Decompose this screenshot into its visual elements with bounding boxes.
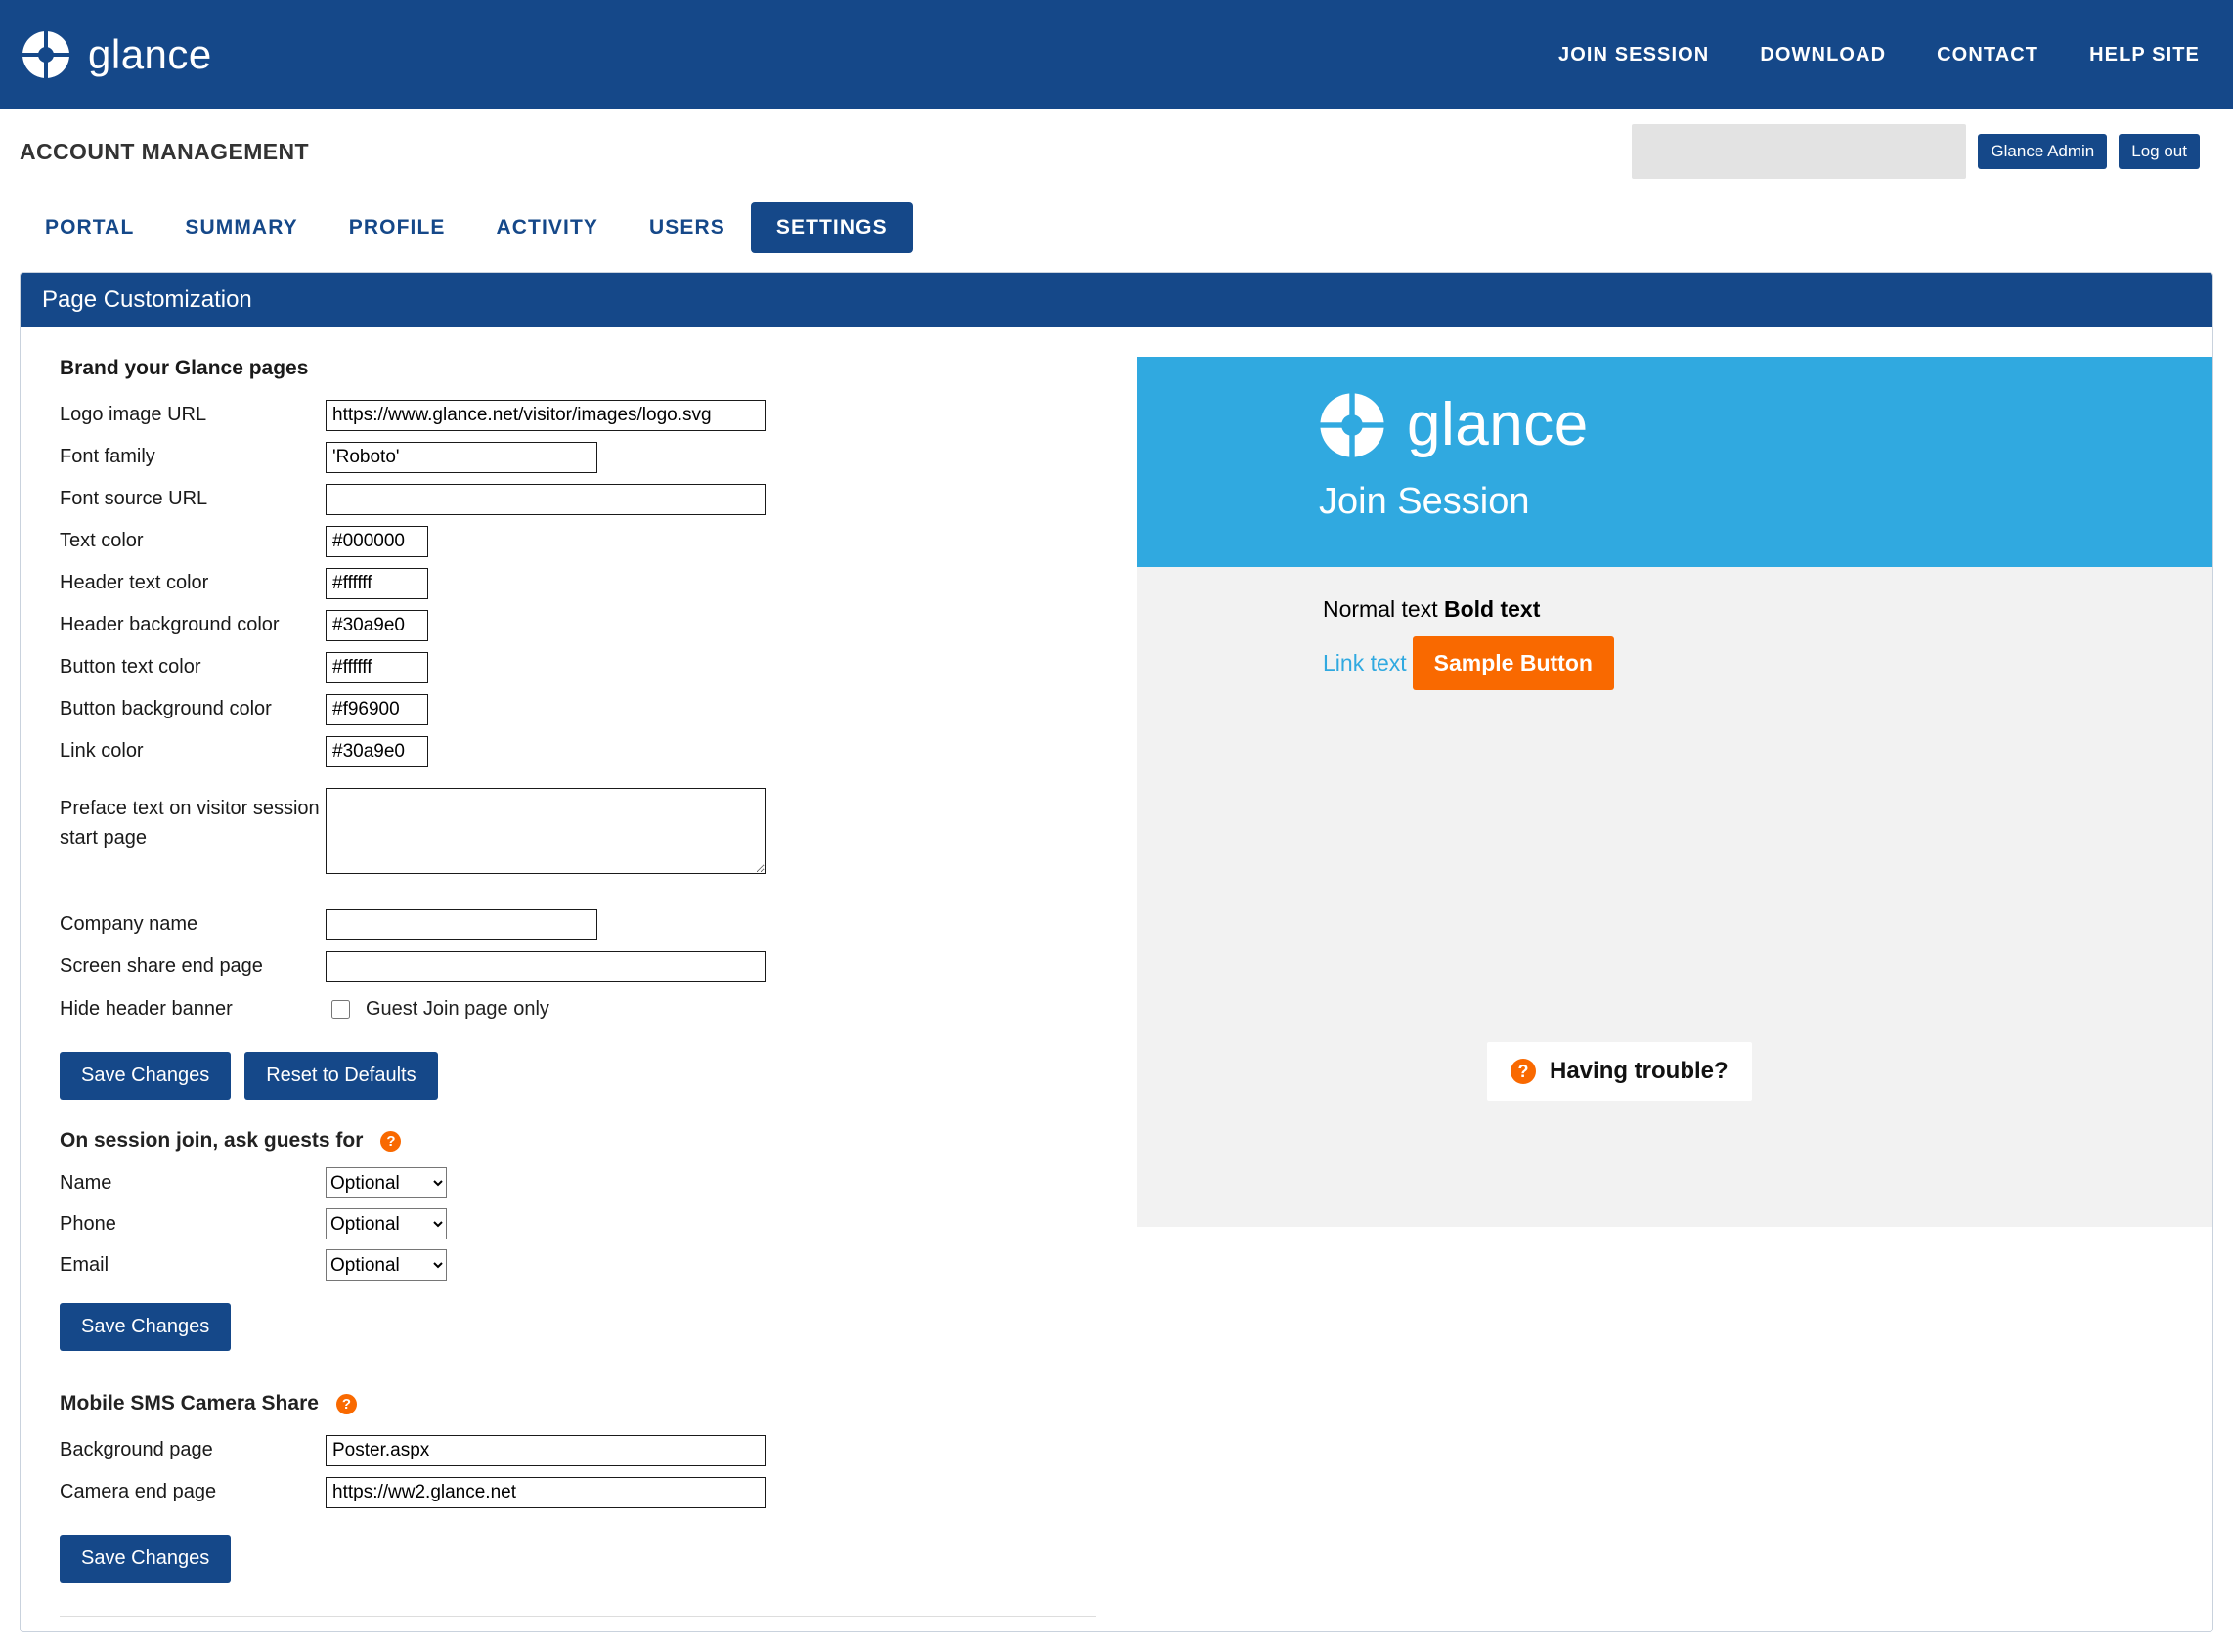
- glance-logo-icon: [22, 30, 70, 79]
- header-background-color-input[interactable]: [326, 610, 428, 641]
- brand-name: glance: [88, 31, 212, 77]
- nav-download[interactable]: DOWNLOAD: [1760, 43, 1887, 65]
- label-button-text-color: Button text color: [60, 656, 201, 677]
- label-link-color: Link color: [60, 740, 144, 761]
- hide-header-banner-checkbox[interactable]: [331, 1000, 350, 1019]
- nav-contact[interactable]: CONTACT: [1937, 43, 2039, 65]
- tab-settings[interactable]: SETTINGS: [751, 202, 913, 253]
- section-tabs: [0, 194, 2233, 262]
- label-camera-end-page: Camera end page: [60, 1481, 217, 1502]
- field-row-guest-email: [60, 1248, 1096, 1282]
- background-page-input[interactable]: [326, 1435, 766, 1466]
- label-guest-email: Email: [60, 1253, 109, 1276]
- field-row-camera-end-page: [60, 1471, 1096, 1513]
- account-actions: [1632, 124, 2200, 179]
- button-text-color-input[interactable]: [326, 652, 428, 683]
- guests-section-buttons: [60, 1303, 1096, 1351]
- field-row-font-source: [60, 478, 1096, 520]
- brand-section-heading: Brand your Glance pages: [60, 357, 309, 379]
- preview-body: [1137, 567, 2213, 1101]
- label-background-page: Background page: [60, 1439, 213, 1460]
- label-font-family: Font family: [60, 446, 155, 467]
- label-company-name: Company name: [60, 913, 198, 935]
- logo-image-url-input[interactable]: [326, 400, 766, 431]
- field-row-link-color: [60, 730, 1096, 772]
- label-screen-share-end-page: Screen share end page: [60, 955, 263, 977]
- brand-logo-group[interactable]: [22, 30, 212, 79]
- label-guest-phone: Phone: [60, 1212, 116, 1235]
- guests-save-changes-button[interactable]: Save Changes: [60, 1303, 231, 1351]
- field-row-button-bg-color: [60, 688, 1096, 730]
- field-row-company-name: [60, 903, 1096, 945]
- preview-join-session-title: Join Session: [1319, 481, 1530, 522]
- screen-share-end-page-input[interactable]: [326, 951, 766, 982]
- header-text-color-input[interactable]: [326, 568, 428, 599]
- label-text-color: Text color: [60, 530, 144, 551]
- label-hide-header-banner: Hide header banner: [60, 997, 233, 1020]
- label-font-source-url: Font source URL: [60, 488, 208, 509]
- field-row-logo-url: [60, 394, 1096, 436]
- guests-section-heading-row: [60, 1129, 1096, 1152]
- help-icon-guests[interactable]: ?: [380, 1131, 401, 1152]
- label-guest-name: Name: [60, 1171, 112, 1194]
- field-row-font-family: [60, 436, 1096, 478]
- nav-join-session[interactable]: JOIN SESSION: [1557, 43, 1710, 65]
- field-row-header-bg-color: [60, 604, 1096, 646]
- sms-section-buttons: [60, 1535, 1096, 1583]
- field-row-header-text-color: [60, 562, 1096, 604]
- preview-link-text[interactable]: Link text: [1323, 650, 1407, 675]
- preview-having-trouble-label: Having trouble?: [1550, 1058, 1729, 1084]
- preview-link-button-row: [1323, 636, 2213, 690]
- camera-end-page-input[interactable]: [326, 1477, 766, 1508]
- nav-help-site[interactable]: HELP SITE: [2089, 43, 2200, 65]
- company-name-input[interactable]: [326, 909, 597, 940]
- form-bottom-divider: [60, 1616, 1096, 1617]
- preface-text-textarea[interactable]: [326, 788, 766, 874]
- preview-column: [1096, 357, 2213, 1617]
- preview-brand-name: glance: [1407, 391, 1589, 458]
- field-row-guest-phone: [60, 1207, 1096, 1240]
- label-header-background-color: Header background color: [60, 614, 280, 635]
- preview-having-trouble-box[interactable]: [1487, 1042, 1752, 1101]
- help-icon-trouble: ?: [1511, 1059, 1536, 1084]
- button-background-color-input[interactable]: [326, 694, 428, 725]
- guest-phone-select[interactable]: [326, 1208, 447, 1239]
- preview-normal-text: Normal text: [1323, 596, 1438, 622]
- field-row-background-page: [60, 1429, 1096, 1471]
- brand-section-buttons: [60, 1052, 1096, 1100]
- top-navigation-bar: [0, 0, 2233, 109]
- preview-bold-text: Bold text: [1443, 596, 1541, 622]
- label-logo-url: Logo image URL: [60, 404, 207, 425]
- label-button-background-color: Button background color: [60, 698, 272, 719]
- account-header-row: [0, 109, 2233, 194]
- preview-header-banner: [1137, 357, 2213, 567]
- text-color-input[interactable]: [326, 526, 428, 557]
- join-page-preview: [1137, 357, 2213, 1227]
- preview-text-sample-row: [1323, 596, 2213, 623]
- account-name-redacted: [1632, 124, 1966, 179]
- panel-title: Page Customization: [21, 273, 2212, 327]
- tab-summary[interactable]: SUMMARY: [185, 216, 298, 239]
- field-row-hide-header-banner: [60, 987, 1096, 1030]
- label-header-text-color: Header text color: [60, 572, 209, 593]
- field-row-screen-share-end-page: [60, 945, 1096, 987]
- link-color-input[interactable]: [326, 736, 428, 767]
- page-title: ACCOUNT MANAGEMENT: [20, 138, 309, 164]
- glance-admin-button[interactable]: Glance Admin: [1978, 134, 2107, 169]
- guest-join-page-only-label: Guest Join page only: [366, 997, 549, 1020]
- preview-glance-logo-icon: [1319, 392, 1385, 458]
- field-row-text-color: [60, 520, 1096, 562]
- label-preface-text: Preface text on visitor session start page: [60, 798, 320, 848]
- guest-name-select[interactable]: [326, 1167, 447, 1198]
- font-family-input[interactable]: [326, 442, 597, 473]
- help-icon-sms[interactable]: ?: [336, 1394, 357, 1414]
- brand-save-changes-button[interactable]: Save Changes: [60, 1052, 231, 1100]
- tab-portal[interactable]: PORTAL: [45, 216, 135, 239]
- field-row-preface-text: [60, 788, 1096, 874]
- guests-section-heading: On session join, ask guests for: [60, 1129, 364, 1152]
- field-row-button-text-color: [60, 646, 1096, 688]
- tab-activity[interactable]: ACTIVITY: [496, 216, 598, 239]
- field-row-guest-name: [60, 1166, 1096, 1199]
- page-customization-panel: [20, 272, 2213, 1632]
- guest-email-select[interactable]: [326, 1249, 447, 1281]
- tab-users[interactable]: USERS: [649, 216, 725, 239]
- tab-profile[interactable]: PROFILE: [348, 216, 446, 239]
- sms-section-heading: Mobile SMS Camera Share: [60, 1392, 319, 1414]
- reset-to-defaults-button[interactable]: Reset to Defaults: [244, 1052, 437, 1100]
- preview-sample-button[interactable]: Sample Button: [1413, 636, 1614, 690]
- font-source-url-input[interactable]: [326, 484, 766, 515]
- sms-section-heading-row: [60, 1392, 1096, 1415]
- top-nav-links: [1558, 44, 2200, 66]
- log-out-button[interactable]: Log out: [2119, 134, 2200, 169]
- settings-form-column: [21, 357, 1096, 1617]
- sms-save-changes-button[interactable]: Save Changes: [60, 1535, 231, 1583]
